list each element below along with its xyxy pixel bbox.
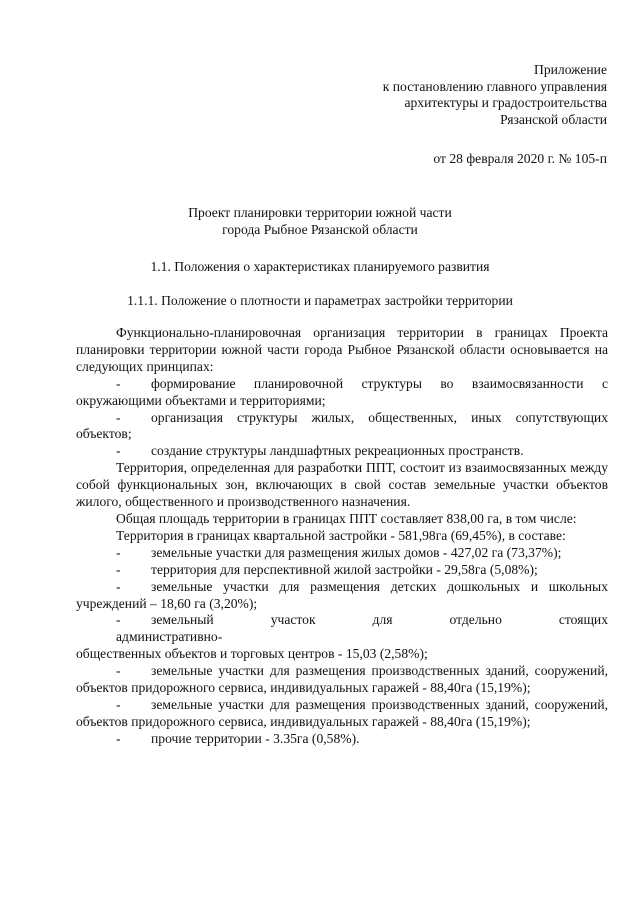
list-item bbox=[76, 579, 608, 613]
paragraph-total-area: Общая площадь территории в границах ППТ составляет 838,00 га, в том числе: bbox=[116, 510, 577, 526]
list-item-continuation: общественных объектов и торговых центров - 15,03 (2,58%); bbox=[76, 646, 428, 662]
list-item bbox=[76, 731, 608, 748]
document-body bbox=[76, 325, 608, 748]
paragraph-territory: Территория, определенная для разработки ППТ, состоит из взаимосвязанных между собой функциональных зон, включающих в свой состав земельные участки объектов жилого, общественного и производственного назначения. bbox=[76, 460, 608, 510]
list-item-text: земельные участки для размещения производственных зданий, сооружений, объектов придорожного сервиса, индивидуальных гаражей - 88,40га (15,19%); bbox=[76, 696, 608, 729]
list-item-text: организация структуры жилых, общественных, иных сопутствующих объектов; bbox=[76, 409, 608, 442]
list-item-text: территория для перспективной жилой застройки - 29,58га (5,08%); bbox=[151, 561, 538, 577]
list-item bbox=[76, 410, 608, 444]
list-item-text: земельные участки для размещения детских дошкольных и школьных учреждений – 18,60 га (3,20%); bbox=[76, 578, 608, 611]
appendix-date: от 28 февраля 2020 г. № 105-п bbox=[433, 151, 607, 166]
list-dash: - bbox=[116, 544, 121, 560]
list-dash: - bbox=[116, 561, 121, 577]
list-dash: - bbox=[116, 663, 121, 679]
appendix-block bbox=[383, 62, 607, 128]
list-dash: - bbox=[116, 696, 121, 712]
list-item-text: земельный участок для отдельно стоящих bbox=[151, 612, 608, 628]
list-item-text: формирование планировочной структуры во взаимосвязанности с окружающими объектами и территориями; bbox=[76, 375, 608, 408]
list-item bbox=[76, 562, 608, 579]
appendix-line: Приложение bbox=[534, 62, 607, 77]
list-item bbox=[76, 545, 608, 562]
list-dash: - bbox=[116, 443, 121, 459]
appendix-line: к постановлению главного управления bbox=[382, 78, 607, 94]
list-item bbox=[76, 612, 608, 629]
paragraph-intro: Функционально-планировочная организация территории в границах Проекта планировки территории южной части города Рыбное Рязанской области основывается на следующих принципах: bbox=[76, 325, 608, 374]
list-dash: - bbox=[116, 612, 121, 628]
list-item-text: прочие территории - 3.35га (0,58%). bbox=[151, 730, 360, 746]
section-heading: 1.1. Положения о характеристиках планируемого развития bbox=[150, 259, 490, 274]
list-item bbox=[76, 663, 608, 697]
list-item-continuation: административно- bbox=[116, 629, 223, 645]
paragraph-quarter: Территория в границах квартальной застройки - 581,98га (69,45%), в составе: bbox=[116, 527, 566, 543]
subsection-heading: 1.1.1. Положение о плотности и параметрах застройки территории bbox=[127, 293, 513, 308]
document-title bbox=[0, 204, 640, 238]
list-item bbox=[76, 376, 608, 410]
list-item bbox=[76, 697, 608, 731]
list-item-text: земельные участки для размещения производственных зданий, сооружений, объектов придорожного сервиса, индивидуальных гаражей - 88,40га (15,19%); bbox=[76, 663, 608, 696]
list-dash: - bbox=[116, 578, 121, 594]
title-line: Проект планировки территории южной части bbox=[188, 205, 452, 220]
list-item-text: создание структуры ландшафтных рекреационных пространств. bbox=[151, 443, 524, 459]
list-item-text: земельные участки для размещения жилых домов - 427,02 га (73,37%); bbox=[151, 544, 562, 560]
list-dash: - bbox=[116, 409, 121, 425]
list-item bbox=[76, 443, 608, 460]
title-line: города Рыбное Рязанской области bbox=[222, 222, 418, 237]
list-dash: - bbox=[116, 730, 121, 746]
appendix-line: архитектуры и градостроительства bbox=[404, 95, 607, 110]
list-dash: - bbox=[116, 375, 121, 391]
appendix-line: Рязанской области bbox=[500, 111, 607, 127]
